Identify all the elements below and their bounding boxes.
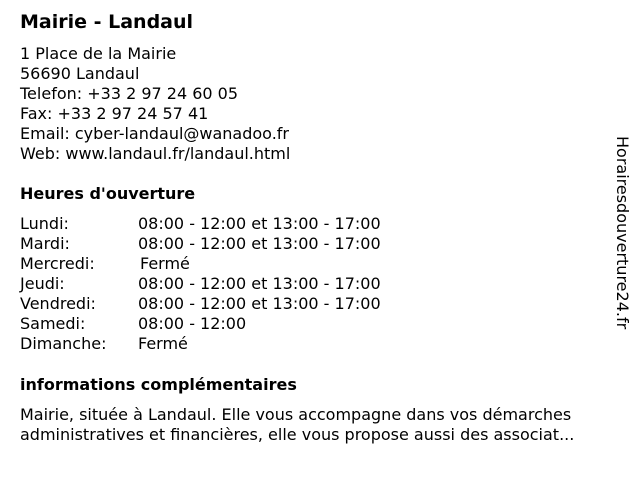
opening-hours-heading: Heures d'ouverture [20, 184, 196, 203]
hours-day: Samedi: [20, 314, 86, 333]
page-title: Mairie - Landaul [20, 11, 194, 33]
hours-time: Fermé [138, 334, 188, 353]
hours-time: 08:00 - 12:00 [138, 314, 247, 333]
hours-day: Jeudi: [20, 274, 65, 293]
hours-day: Mercredi: [20, 254, 95, 273]
website-url: Web: www.landaul.fr/landaul.html [20, 144, 291, 163]
site-watermark: Horairesdouverture24.fr [613, 136, 632, 330]
hours-day: Mardi: [20, 234, 70, 253]
description-text [20, 405, 635, 445]
phone-number: Telefon: +33 2 97 24 60 05 [20, 84, 239, 103]
email-address: Email: cyber-landaul@wanadoo.fr [20, 124, 289, 143]
contact-block [20, 44, 290, 164]
hours-time: 08:00 - 12:00 et 13:00 - 17:00 [138, 214, 381, 233]
hours-day: Vendredi: [20, 294, 96, 313]
hours-time: 08:00 - 12:00 et 13:00 - 17:00 [138, 274, 381, 293]
description-line-1: Mairie, située à Landaul. Elle vous accompagne dans vos démarches [20, 405, 572, 424]
address-line-1: 1 Place de la Mairie [20, 44, 177, 63]
hours-time: Fermé [140, 254, 190, 273]
description-line-2: administratives et financières, elle vous propose aussi des associat... [20, 425, 575, 444]
fax-number: Fax: +33 2 97 24 57 41 [20, 104, 209, 123]
address-line-2: 56690 Landaul [20, 64, 140, 83]
hours-day: Lundi: [20, 214, 69, 233]
additional-info-heading: informations complémentaires [20, 375, 297, 394]
hours-day: Dimanche: [20, 334, 107, 353]
hours-time: 08:00 - 12:00 et 13:00 - 17:00 [138, 234, 381, 253]
hours-time: 08:00 - 12:00 et 13:00 - 17:00 [138, 294, 381, 313]
